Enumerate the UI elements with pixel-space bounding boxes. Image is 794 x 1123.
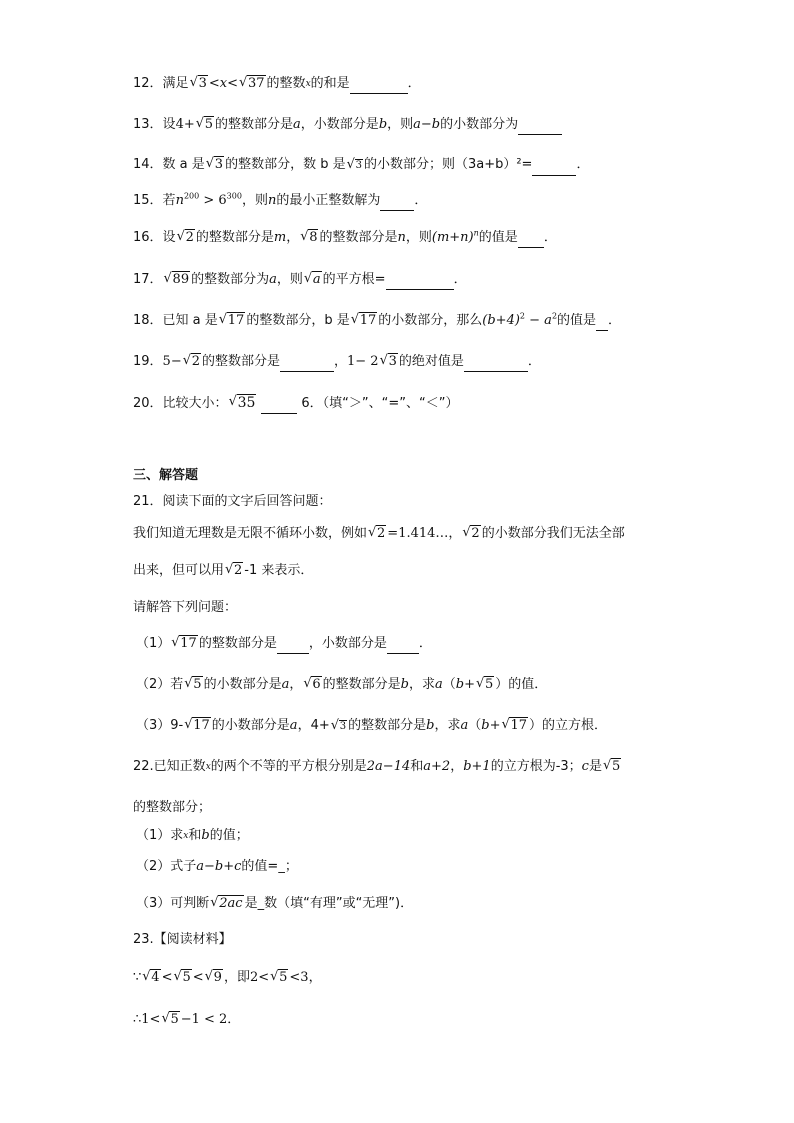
- q22-s2-text-2: 的值=_；: [241, 859, 298, 874]
- q21-text-3: 出来，但可以用: [133, 563, 225, 578]
- q19-radicand-2: 3: [388, 354, 397, 369]
- q23-radicand-5: 5: [170, 1012, 179, 1027]
- q21-s3-text-3: 的整数部分是: [348, 718, 427, 733]
- q16-answer-blank[interactable]: [518, 233, 544, 248]
- q21-s3-radicand-3: 17: [510, 718, 528, 733]
- q15-text-2: ，则: [241, 193, 268, 208]
- q23-radicand-3: 9: [213, 970, 222, 985]
- q23-lt-2: <: [192, 970, 204, 985]
- sqrt-5: [476, 675, 494, 695]
- q15-expr: > 6: [199, 193, 227, 208]
- q21-s1-period: ．: [418, 636, 432, 651]
- question-23-line-2: [133, 1010, 240, 1030]
- q14-text-2: 的整数部分，数 b 是: [225, 157, 346, 172]
- q22-s1-text-3: 的值；: [209, 828, 249, 843]
- q19-answer-blank-1[interactable]: [280, 357, 334, 372]
- q20-radicand: 35: [237, 395, 256, 411]
- q14-period: ．: [576, 157, 590, 172]
- q15-text: 若: [162, 193, 176, 208]
- q17-answer-blank[interactable]: [386, 275, 454, 290]
- q22-text: 22.已知正数: [133, 759, 206, 774]
- q13-expr: 4+: [175, 117, 195, 132]
- sqrt-5: [173, 968, 191, 988]
- q23-expr-2: <3，: [289, 970, 322, 985]
- q21-s1-blank-1[interactable]: [277, 639, 309, 654]
- sqrt-2: [462, 524, 480, 544]
- q23-lt-1: <: [161, 970, 173, 985]
- q21-s3-paren: （: [468, 718, 482, 733]
- question-21-sub-1: [136, 634, 432, 654]
- question-22-sub-1: [136, 826, 249, 846]
- q21-s2-var-a-2: a: [435, 677, 443, 692]
- q16-period: ．: [543, 230, 557, 245]
- q23-radicand-1: 4: [151, 970, 160, 985]
- question-23-line-1: [133, 968, 322, 988]
- q21-s3-var-a: a: [289, 718, 298, 733]
- sqrt-3: [190, 74, 208, 94]
- q12-period: ．: [407, 76, 421, 91]
- q16-text-4: ，则: [405, 230, 432, 245]
- q13-text-2: 的整数部分是: [215, 117, 294, 132]
- q19-radicand-1: 2: [191, 354, 200, 369]
- q15-number: 15．: [133, 193, 163, 208]
- q16-text-3: 的整数部分是: [319, 230, 398, 245]
- q22-s3-radicand: 2ac: [219, 896, 243, 911]
- q21-s2-text-3: ，求: [408, 677, 435, 692]
- sqrt-17: [219, 311, 246, 331]
- q21-s2-text: 的小数部分是: [203, 677, 282, 692]
- sqrt-5: [161, 1010, 179, 1030]
- q12-var-x: x: [219, 76, 228, 91]
- q18-radicand-2: 17: [359, 313, 377, 328]
- q21-s3-var-b: b: [426, 718, 435, 733]
- q22-var-x: x: [205, 762, 211, 772]
- sqrt-89: [164, 270, 191, 290]
- question-21-para-3: 请解答下列问题：: [133, 600, 238, 615]
- question-22: [133, 757, 622, 777]
- q13-text-3: ，小数部分是: [300, 117, 379, 132]
- q22-s3-text-2: 是_数（填“有理”或“无理”)．: [244, 896, 414, 911]
- q13-text: 设: [162, 117, 176, 132]
- q18-radicand-1: 17: [227, 313, 245, 328]
- question-17: [133, 270, 467, 290]
- q13-text-4: ，则: [387, 117, 414, 132]
- sqrt-3: [380, 352, 398, 372]
- q23-expr-3: −1 < 2．: [180, 1012, 241, 1027]
- question-21-title: 21．阅读下面的文字后回答问题：: [133, 494, 332, 509]
- q22-s1-var-x: x: [183, 831, 189, 841]
- q12-radicand-2: 37: [248, 76, 265, 91]
- q13-text-5: 的小数部分为: [440, 117, 519, 132]
- sqrt-8: [300, 228, 318, 248]
- question-20: [133, 393, 458, 414]
- q21-s3-radicand-2: 3: [339, 721, 347, 732]
- q21-s1-text-2: ，小数部分是: [308, 636, 387, 651]
- question-13: [133, 115, 562, 135]
- q21-s1-label: （1）: [136, 636, 171, 651]
- q23-expr: 2<: [249, 970, 270, 985]
- q21-s3-label: （3）9-: [136, 718, 184, 733]
- question-22-sub-2: [136, 857, 298, 877]
- question-21-sub-3: [136, 716, 607, 737]
- q20-number: 20．: [133, 396, 163, 411]
- sqrt-37: [239, 74, 266, 94]
- q20-text: 比较大小：: [162, 396, 228, 411]
- q15-exp-1: 200: [183, 191, 200, 201]
- q14-radicand-1: 3: [214, 157, 224, 172]
- question-23-title: 23.【阅读材料】: [133, 932, 232, 947]
- q17-text-2: ，则: [276, 272, 303, 287]
- question-19: [133, 352, 541, 372]
- question-15: [133, 191, 427, 211]
- q21-s3-text-4: ，求: [434, 718, 461, 733]
- q12-answer-blank[interactable]: [350, 79, 408, 94]
- q15-text-3: 的最小正整数解为: [276, 193, 381, 208]
- q15-answer-blank[interactable]: [380, 196, 414, 211]
- question-14: [133, 155, 589, 176]
- q12-text: 满足: [162, 76, 189, 91]
- q19-period: ．: [527, 354, 541, 369]
- q13-var-a: a: [293, 117, 301, 132]
- q14-radicand-2: 3: [355, 160, 362, 171]
- q22-s2-text: （2）式子: [136, 859, 197, 874]
- q15-exp-2: 300: [226, 191, 242, 201]
- q23-text: ，即: [223, 970, 250, 985]
- q21-text: 我们知道无理数是无限不循环小数，例如: [133, 526, 368, 541]
- q16-text: 设: [162, 230, 176, 245]
- q12-var-x-2: x: [305, 79, 311, 89]
- q17-radicand-1: 89: [172, 272, 190, 287]
- q17-text-3: 的平方根=: [322, 272, 386, 287]
- q22-text-5: 是: [588, 759, 602, 774]
- q19-answer-blank-2[interactable]: [464, 357, 528, 372]
- because-symbol: ∵: [133, 970, 142, 985]
- q15-var-n-2: n: [267, 193, 277, 208]
- q18-text-3: 的小数部分，那么: [378, 313, 483, 328]
- q22-var-c: c: [581, 759, 589, 774]
- q21-text-4: -1 来表示．: [244, 563, 314, 578]
- q21-radicand-3: 2: [234, 563, 243, 578]
- q16-expr: (m+n): [431, 230, 474, 245]
- sqrt-17: [351, 311, 378, 331]
- q21-s2-radicand-3: 5: [485, 677, 494, 692]
- q16-number: 16．: [133, 230, 163, 245]
- q17-var-a: a: [269, 272, 277, 287]
- q23-radicand-4: 5: [279, 970, 288, 985]
- q21-s2-var-b-2: b: [455, 677, 465, 692]
- sqrt-2: [177, 228, 195, 248]
- q18-answer-blank[interactable]: [596, 316, 608, 331]
- sqrt-2ac: [210, 894, 243, 914]
- q12-text-3: 的和是: [310, 76, 350, 91]
- q22-s1-var-b: b: [201, 828, 210, 843]
- question-21-para-1: [133, 524, 625, 544]
- q19-expr-2: ，1− 2: [334, 354, 379, 369]
- q14-number: 14．: [133, 157, 163, 172]
- q18-text-4: 的值是: [557, 313, 597, 328]
- q21-s3-radicand: 17: [193, 718, 210, 733]
- q22-s1-text-2: 和: [188, 828, 202, 843]
- q16-var-m: m: [273, 230, 287, 245]
- q21-s2-comma: ，: [289, 677, 303, 692]
- q21-s1-radicand: 17: [180, 636, 197, 651]
- q18-expr-2: − a: [525, 313, 552, 328]
- q14-text: 数 a 是: [162, 157, 205, 172]
- q21-s2-radicand: 5: [193, 677, 202, 692]
- sqrt-2: [225, 561, 243, 581]
- q21-s2-paren: （: [442, 677, 456, 692]
- q22-comma: ，: [450, 759, 464, 774]
- q21-s2-var-a: a: [281, 677, 290, 692]
- q20-answer-blank[interactable]: [261, 399, 297, 414]
- q14-text-3: 的小数部分；则（3a+b）²=: [363, 157, 533, 172]
- sqrt-2: [368, 524, 386, 544]
- q21-s2-plus: +: [464, 677, 476, 692]
- q18-text-2: 的整数部分，b 是: [246, 313, 350, 328]
- sqrt-9: [205, 968, 223, 988]
- sqrt-3-small: [347, 156, 363, 176]
- q22-text-2: 的两个不等的平方根分别是: [210, 759, 367, 774]
- q22-expr-1: 2a−14: [366, 759, 411, 774]
- q12-radicand-1: 3: [198, 76, 207, 91]
- q12-lt-1: <: [208, 76, 220, 91]
- q21-value: =1.414…，: [387, 526, 462, 541]
- q21-text-2: 的小数部分我们无法全部: [481, 526, 625, 541]
- sqrt-a: [304, 270, 322, 290]
- sqrt-17: [171, 634, 198, 654]
- sqrt-5: [196, 115, 214, 135]
- q21-s3-text-5: ）的立方根．: [529, 718, 608, 733]
- q13-var-b: b: [378, 117, 388, 132]
- q13-radicand: 5: [204, 117, 214, 132]
- sqrt-17: [184, 716, 211, 736]
- question-21-sub-2: [136, 675, 547, 695]
- q17-number: 17．: [133, 272, 163, 287]
- q22-text-3: 和: [410, 759, 424, 774]
- q12-text-2: 的整数: [266, 76, 306, 91]
- q22-s3-text: （3）可判断: [136, 896, 210, 911]
- sqrt-2: [183, 352, 201, 372]
- question-22-line-2: 的整数部分；: [133, 800, 212, 815]
- q18-exp-2: 2: [551, 311, 558, 321]
- q19-text: 的整数部分是: [202, 354, 281, 369]
- q16-exp: n: [473, 228, 479, 238]
- q16-text-5: 的值是: [478, 230, 518, 245]
- q16-radicand-2: 8: [309, 230, 318, 245]
- q21-s3-var-a-2: a: [460, 718, 469, 733]
- q21-s2-text-2: 的整数部分是: [322, 677, 401, 692]
- q16-var-n: n: [397, 230, 406, 245]
- q21-s3-text: 的小数部分是: [211, 718, 290, 733]
- q22-radicand: 5: [611, 759, 621, 774]
- q21-s3-var-b-2: b: [481, 718, 490, 733]
- q21-s3-text-2: ，4+: [297, 718, 330, 733]
- question-22-sub-3: [136, 894, 413, 914]
- q21-radicand-2: 2: [471, 526, 480, 541]
- section-heading: 三、解答题: [133, 468, 199, 483]
- q21-s2-var-b: b: [400, 677, 409, 692]
- q18-exp-1: 2: [519, 311, 526, 321]
- sqrt-5: [184, 675, 202, 695]
- sqrt-5: [270, 968, 288, 988]
- question-21-para-2: [133, 561, 313, 581]
- q16-comma: ，: [286, 230, 300, 245]
- sqrt-35: [229, 393, 257, 413]
- q16-radicand-1: 2: [185, 230, 194, 245]
- q18-text: 已知 a 是: [162, 313, 218, 328]
- q18-expr: (b+4): [482, 313, 520, 328]
- q18-period: ．: [608, 313, 622, 328]
- q15-var-n: n: [175, 193, 184, 208]
- q17-text: 的整数部分为: [191, 272, 270, 287]
- q23-radicand-2: 5: [182, 970, 191, 985]
- question-12: [133, 74, 421, 94]
- question-18: [133, 311, 621, 331]
- q21-s1-blank-2[interactable]: [387, 639, 419, 654]
- q18-number: 18．: [133, 313, 163, 328]
- q22-text-4: 的立方根为-3；: [490, 759, 582, 774]
- q21-s2-radicand-2: 6: [312, 677, 321, 692]
- q13-expr-2: a−b: [413, 117, 441, 132]
- q22-expr-2: a+2: [423, 759, 451, 774]
- q21-s3-plus: +: [489, 718, 501, 733]
- q21-s1-text: 的整数部分是: [198, 636, 277, 651]
- q19-expr: 5−: [162, 354, 182, 369]
- q21-s2-label: （2）若: [136, 677, 184, 692]
- q22-s2-expr: a−b+c: [196, 859, 242, 874]
- sqrt-6: [303, 675, 321, 695]
- q12-number: 12．: [133, 76, 163, 91]
- q20-text-2: 6．（填“＞”、“=”、“＜”）: [301, 396, 459, 411]
- sqrt-4: [142, 968, 160, 988]
- q12-lt-2: <: [227, 76, 238, 91]
- q19-text-2: 的绝对值是: [398, 354, 464, 369]
- q15-period: ．: [414, 193, 428, 208]
- q16-text-2: 的整数部分是: [195, 230, 274, 245]
- sqrt-3: [206, 155, 224, 175]
- sqrt-17: [501, 716, 528, 736]
- sqrt-3-small: [331, 717, 347, 737]
- q22-expr-3: b+1: [463, 759, 491, 774]
- q17-period: ．: [453, 272, 467, 287]
- q21-s2-text-4: ）的值．: [495, 677, 548, 692]
- sqrt-5: [603, 757, 621, 777]
- q19-number: 19．: [133, 354, 163, 369]
- q13-answer-blank[interactable]: [518, 120, 562, 135]
- q17-radicand-2: a: [312, 272, 321, 287]
- q13-number: 13．: [133, 117, 163, 132]
- q21-radicand-1: 2: [377, 526, 386, 541]
- q14-answer-blank[interactable]: [532, 161, 576, 176]
- therefore-expr: ∴1<: [133, 1012, 161, 1027]
- question-16: [133, 228, 557, 248]
- q22-s1-text: （1）求: [136, 828, 184, 843]
